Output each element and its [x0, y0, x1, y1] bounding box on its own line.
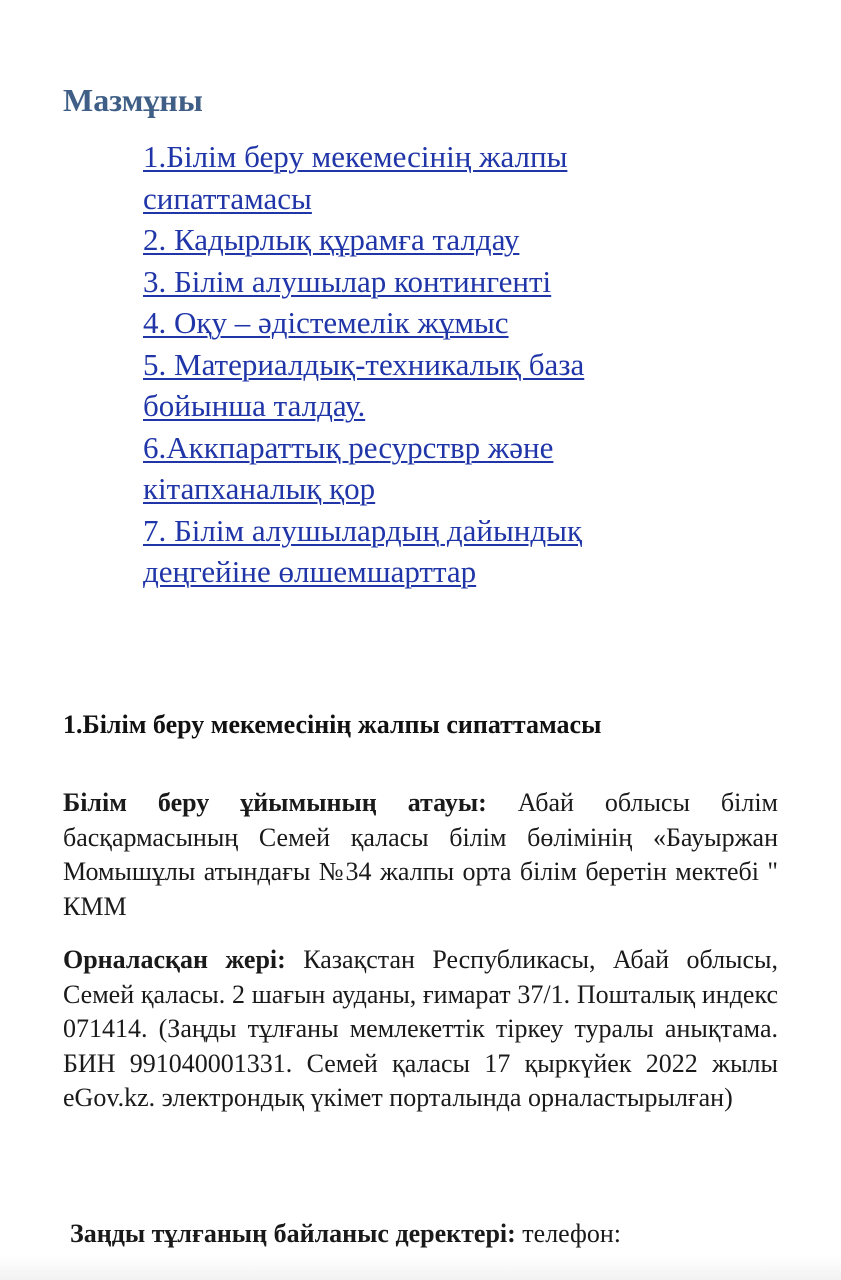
toc-item: [143, 510, 703, 593]
toc-link-general-description[interactable]: [143, 139, 567, 216]
toc-link-line: сипаттамасы: [143, 180, 312, 216]
org-name-value: Абай облысы білім басқармасының Семей қаласы білім бөлімінің «Бауыржан Момышұлы атындағы №34 жалпы орта білім беретін мектебі " КММ: [63, 788, 779, 921]
org-name-label: Білім беру ұйымының атауы:: [63, 788, 487, 817]
toc-item: [143, 136, 703, 219]
location-paragraph: [63, 943, 778, 1116]
toc-link-staff-analysis[interactable]: [143, 222, 519, 257]
contacts-label: Заңды тұлғаның байланыс деректері:: [70, 1219, 516, 1248]
toc-link-line: деңгейіне өлшемшарттар: [143, 554, 477, 589]
toc-link-material-base[interactable]: [143, 347, 584, 424]
toc-item: [143, 344, 703, 427]
table-of-contents: [143, 136, 703, 593]
page-bottom-fade: [0, 1256, 841, 1280]
location-label: Орналасқан жері:: [63, 945, 286, 974]
section-title: 1.Білім беру мекемесінің жалпы сипаттамасы: [63, 710, 602, 739]
toc-item: [143, 302, 703, 344]
toc-item: [143, 427, 703, 510]
toc-link-preparation-criteria[interactable]: [143, 513, 582, 590]
toc-link-methodical-work[interactable]: [143, 305, 509, 340]
location-value: Казақстан Республикасы, Абай облысы, Семей қаласы. 2 шағын ауданы, ғимарат 37/1. Пошталық индекс 071414. (Заңды тұлғаны мемлекеттік тіркеу туралы анықтама. БИН 991040001331. Семей қаласы 17 қыркүйек 2022 жылы eGov.kz. электрондық үкімет порталында орналастырылған): [63, 945, 779, 1112]
toc-link-line: бойынша талдау.: [143, 388, 366, 423]
toc-heading: Мазмұны: [63, 82, 203, 118]
toc-link-information-resources[interactable]: [143, 430, 553, 507]
toc-link-line: 4. Оқу – әдістемелік жұмыс: [143, 305, 509, 340]
toc-item: [143, 261, 703, 303]
toc-link-line: 5. Материалдық-техникалық база: [143, 346, 585, 382]
toc-link-line: 7. Білім алушылардың дайындық: [143, 512, 583, 548]
toc-link-line: кітапханалық қор: [143, 471, 376, 506]
contacts-value: телефон:: [522, 1219, 622, 1248]
contacts-paragraph: [70, 1217, 778, 1252]
toc-link-line: 6.Аккпараттық ресурствр және: [143, 429, 554, 465]
toc-item: [143, 219, 703, 261]
toc-link-line: 1.Білім беру мекемесінің жалпы: [143, 139, 568, 174]
org-name-paragraph: [63, 786, 778, 924]
toc-link-line: 3. Білім алушылар контингенті: [143, 263, 552, 299]
toc-link-line: 2. Кадырлық құрамға талдау: [143, 222, 520, 257]
toc-link-student-contingent[interactable]: [143, 264, 551, 299]
